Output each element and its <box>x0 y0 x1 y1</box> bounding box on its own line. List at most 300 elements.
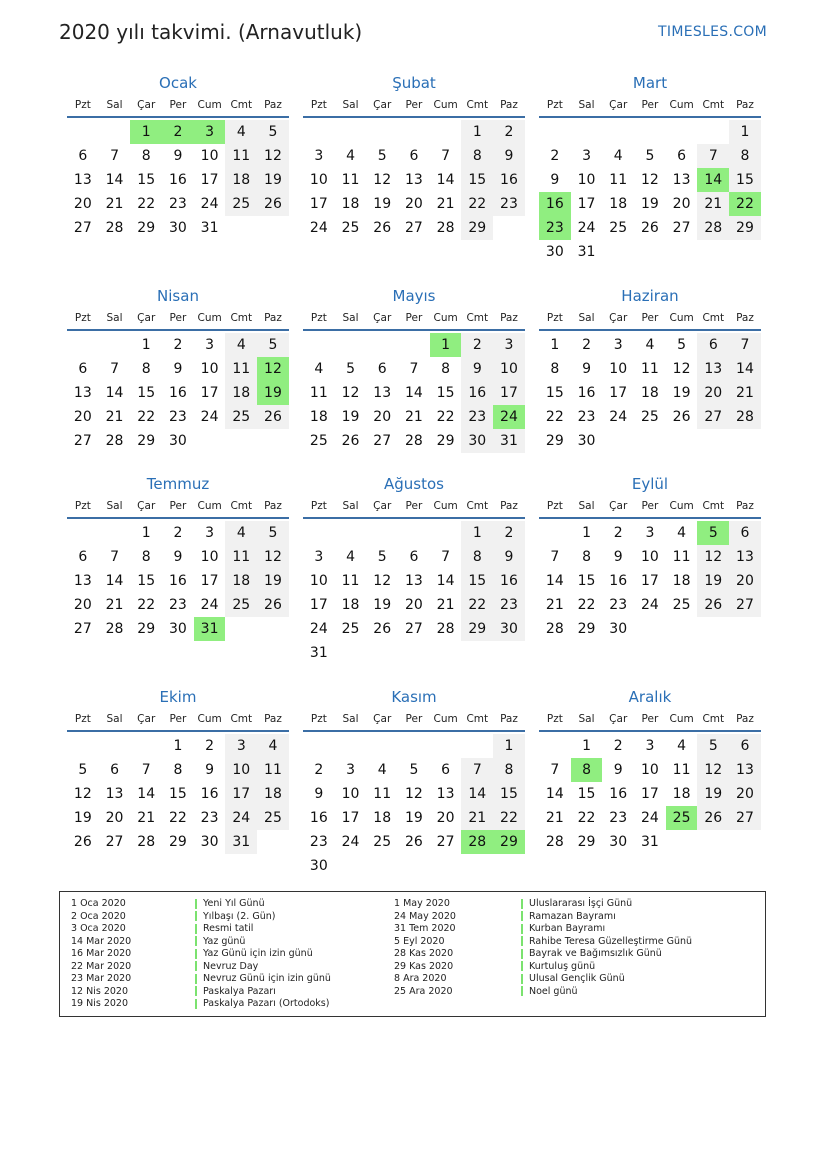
weekday-label: Pzt <box>310 500 327 512</box>
day-cell: 20 <box>729 569 761 593</box>
legend-date: 1 May 2020 <box>394 898 450 909</box>
day-cell: 6 <box>729 521 761 545</box>
weekday-label: Sal <box>342 312 359 324</box>
day-cell: 25 <box>225 192 257 216</box>
day-cell: 10 <box>200 361 219 377</box>
month-name: Mayıs <box>392 287 436 305</box>
legend-holiday <box>195 898 331 911</box>
legend-holiday-name: Nevruz Günü için izin günü <box>203 973 331 984</box>
weekday-label: Çar <box>373 713 392 725</box>
weekday-label: Paz <box>500 312 518 324</box>
weekday-label: Per <box>641 99 659 111</box>
day-cell: 29 <box>461 617 493 641</box>
day-cell: 13 <box>404 573 423 589</box>
day-cell: 21 <box>729 381 761 405</box>
day-grid <box>303 333 525 453</box>
day-cell: 17 <box>200 573 219 589</box>
weekday-label: Cum <box>433 500 458 512</box>
weekday-label: Cmt <box>702 312 725 324</box>
weekday-label: Cum <box>433 99 458 111</box>
day-cell: 3 <box>613 337 623 353</box>
day-cell: 1 <box>141 525 151 541</box>
legend-holiday <box>195 948 331 961</box>
month-name: Aralık <box>628 688 672 706</box>
weekday-label: Pzt <box>310 99 327 111</box>
day-cell: 12 <box>697 758 729 782</box>
day-cell: 20 <box>404 196 423 212</box>
day-cell: 14 <box>105 573 124 589</box>
legend-holiday-name: Bayrak ve Bağımsızlık Günü <box>529 948 662 959</box>
day-cell: 5 <box>257 120 289 144</box>
day-cell: 14 <box>105 385 124 401</box>
day-cell: 15 <box>729 168 761 192</box>
day-cell: 5 <box>257 521 289 545</box>
holiday-day-cell: 8 <box>571 758 603 782</box>
day-cell: 13 <box>73 172 92 188</box>
holiday-marker <box>521 936 523 946</box>
day-cell: 18 <box>341 196 360 212</box>
day-cell: 8 <box>493 758 525 782</box>
legend-holiday-name: Yaz Günü için izin günü <box>203 948 313 959</box>
month-10 <box>67 686 289 854</box>
legend-holiday-name: Uluslararası İşçi Günü <box>529 898 633 909</box>
day-cell: 7 <box>550 762 560 778</box>
legend-date: 2 Oca 2020 <box>71 910 126 922</box>
weekday-label: Pzt <box>546 500 563 512</box>
day-cell: 23 <box>309 834 328 850</box>
month-name: Kasım <box>391 688 437 706</box>
weekday-label: Cum <box>197 99 222 111</box>
weekday-label: Per <box>169 500 187 512</box>
day-grid <box>67 333 289 453</box>
page-title: 2020 yılı takvimi. (Arnavutluk) <box>59 20 363 44</box>
day-cell: 24 <box>309 621 328 637</box>
day-cell: 22 <box>137 196 156 212</box>
day-cell: 19 <box>257 168 289 192</box>
weekday-label: Cmt <box>466 500 489 512</box>
empty-cell <box>67 333 99 357</box>
day-cell: 9 <box>173 361 183 377</box>
day-cell: 14 <box>436 573 455 589</box>
day-cell: 7 <box>461 758 493 782</box>
day-cell: 26 <box>257 192 289 216</box>
day-cell: 17 <box>225 782 257 806</box>
empty-cell <box>366 333 398 357</box>
month-8 <box>303 473 525 665</box>
month-name: Haziran <box>621 287 679 305</box>
weekday-label: Çar <box>609 312 628 324</box>
weekday-label: Sal <box>342 713 359 725</box>
day-cell: 4 <box>257 734 289 758</box>
legend-holiday <box>521 923 692 936</box>
day-cell: 7 <box>441 148 451 164</box>
day-cell: 2 <box>493 521 525 545</box>
day-cell: 9 <box>613 762 623 778</box>
day-cell: 28 <box>436 621 455 637</box>
month-name: Nisan <box>157 287 199 305</box>
empty-cell <box>430 120 462 144</box>
day-cell: 1 <box>141 337 151 353</box>
holiday-marker <box>521 974 523 984</box>
holiday-day-cell: 31 <box>194 617 226 641</box>
month-name: Mart <box>632 74 668 92</box>
day-cell: 10 <box>341 786 360 802</box>
day-cell: 29 <box>137 220 156 236</box>
day-cell: 13 <box>729 545 761 569</box>
day-cell: 7 <box>409 361 419 377</box>
empty-cell <box>335 120 367 144</box>
weekday-label: Çar <box>373 312 392 324</box>
day-cell: 21 <box>545 597 564 613</box>
day-cell: 10 <box>493 357 525 381</box>
day-grid <box>539 521 761 641</box>
day-cell: 22 <box>493 806 525 830</box>
day-cell: 28 <box>729 405 761 429</box>
day-cell: 19 <box>672 385 691 401</box>
weekday-label: Cmt <box>466 713 489 725</box>
day-cell: 1 <box>729 120 761 144</box>
day-cell: 20 <box>373 409 392 425</box>
day-cell: 17 <box>640 786 659 802</box>
day-cell: 13 <box>373 385 392 401</box>
weekday-label: Cum <box>197 312 222 324</box>
weekday-label: Sal <box>106 99 123 111</box>
empty-cell <box>697 120 729 144</box>
day-cell: 3 <box>205 337 215 353</box>
day-cell: 12 <box>404 786 423 802</box>
day-cell: 9 <box>461 357 493 381</box>
day-cell: 30 <box>309 858 328 874</box>
day-cell: 20 <box>105 810 124 826</box>
weekday-label: Cmt <box>702 99 725 111</box>
day-cell: 10 <box>225 758 257 782</box>
holiday-day-cell: 3 <box>194 120 226 144</box>
weekday-label: Cum <box>669 99 694 111</box>
day-cell: 28 <box>105 220 124 236</box>
day-cell: 22 <box>577 597 596 613</box>
day-cell: 6 <box>677 148 687 164</box>
day-cell: 3 <box>582 148 591 164</box>
day-cell: 18 <box>225 168 257 192</box>
weekday-label: Per <box>169 99 187 111</box>
legend-holiday <box>195 973 331 986</box>
day-cell: 23 <box>493 192 525 216</box>
day-cell: 18 <box>257 782 289 806</box>
day-grid <box>539 734 761 854</box>
day-cell: 11 <box>373 786 392 802</box>
weekday-label: Çar <box>609 99 628 111</box>
weekday-label: Cmt <box>702 713 725 725</box>
day-cell: 30 <box>168 433 187 449</box>
legend-holiday-name: Yılbaşı (2. Gün) <box>203 910 276 922</box>
month-6 <box>539 285 761 453</box>
legend-date: 16 Mar 2020 <box>71 948 132 959</box>
legend-holiday <box>195 936 331 949</box>
day-cell: 13 <box>436 786 455 802</box>
empty-cell <box>335 734 367 758</box>
empty-cell <box>303 120 335 144</box>
day-cell: 5 <box>697 734 729 758</box>
day-cell: 21 <box>461 806 493 830</box>
day-cell: 1 <box>461 120 493 144</box>
day-cell: 9 <box>582 361 591 377</box>
legend-holiday <box>521 948 692 961</box>
legend-holiday-name: Resmi tatil <box>203 923 254 934</box>
day-cell: 3 <box>314 148 324 164</box>
day-cell: 27 <box>73 621 92 637</box>
day-cell: 17 <box>309 597 328 613</box>
empty-cell <box>398 333 430 357</box>
day-grid <box>539 333 761 453</box>
day-cell: 4 <box>314 361 324 377</box>
day-cell: 24 <box>200 597 219 613</box>
day-cell: 27 <box>729 806 761 830</box>
legend-holiday-name: Yeni Yıl Günü <box>203 898 265 909</box>
day-cell: 15 <box>461 569 493 593</box>
weekday-label: Çar <box>137 99 156 111</box>
day-cell: 2 <box>205 738 215 754</box>
holiday-legend <box>59 891 766 1017</box>
day-cell: 4 <box>225 521 257 545</box>
day-cell: 4 <box>377 762 387 778</box>
day-cell: 14 <box>461 782 493 806</box>
day-cell: 2 <box>173 337 183 353</box>
empty-cell <box>67 521 99 545</box>
day-cell: 8 <box>461 545 493 569</box>
day-grid <box>539 120 761 264</box>
day-cell: 19 <box>697 569 729 593</box>
empty-cell <box>539 521 571 545</box>
weekday-header <box>67 94 289 118</box>
day-cell: 24 <box>341 834 360 850</box>
holiday-day-cell: 1 <box>130 120 162 144</box>
day-grid <box>303 521 525 665</box>
month-12 <box>539 686 761 854</box>
day-cell: 28 <box>105 621 124 637</box>
day-cell: 24 <box>309 220 328 236</box>
day-cell: 15 <box>545 385 564 401</box>
weekday-label: Sal <box>578 713 595 725</box>
day-cell: 7 <box>729 333 761 357</box>
day-cell: 21 <box>436 597 455 613</box>
day-cell: 2 <box>461 333 493 357</box>
day-cell: 18 <box>373 810 392 826</box>
day-cell: 2 <box>493 120 525 144</box>
day-cell: 9 <box>205 762 215 778</box>
weekday-label: Cmt <box>230 500 253 512</box>
legend-holiday <box>521 986 692 999</box>
legend-holiday <box>195 961 331 974</box>
day-cell: 30 <box>609 834 628 850</box>
day-cell: 7 <box>697 144 729 168</box>
day-cell: 5 <box>645 148 655 164</box>
weekday-label: Per <box>169 312 187 324</box>
day-cell: 29 <box>461 216 493 240</box>
day-cell: 21 <box>105 196 124 212</box>
day-cell: 21 <box>697 192 729 216</box>
weekday-label: Cmt <box>702 500 725 512</box>
holiday-marker <box>195 924 197 934</box>
day-cell: 9 <box>173 148 183 164</box>
day-cell: 26 <box>697 806 729 830</box>
day-cell: 11 <box>225 144 257 168</box>
holiday-day-cell: 14 <box>697 168 729 192</box>
empty-cell <box>430 521 462 545</box>
weekday-label: Cum <box>197 713 222 725</box>
day-cell: 16 <box>168 172 187 188</box>
weekday-header <box>539 94 761 118</box>
empty-cell <box>461 734 493 758</box>
weekday-label: Paz <box>264 99 282 111</box>
day-cell: 13 <box>73 573 92 589</box>
day-cell: 4 <box>613 148 623 164</box>
day-cell: 4 <box>677 525 687 541</box>
day-cell: 17 <box>609 385 628 401</box>
day-cell: 1 <box>582 525 591 541</box>
empty-cell <box>571 120 603 144</box>
day-cell: 2 <box>613 738 623 754</box>
legend-date: 25 Ara 2020 <box>394 985 453 997</box>
day-cell: 23 <box>168 597 187 613</box>
weekday-label: Pzt <box>74 99 91 111</box>
weekday-label: Cmt <box>466 312 489 324</box>
holiday-marker <box>195 936 197 946</box>
month-2 <box>303 72 525 240</box>
day-cell: 26 <box>404 834 423 850</box>
weekday-header <box>67 495 289 519</box>
month-name: Temmuz <box>146 475 210 493</box>
day-cell: 20 <box>436 810 455 826</box>
day-cell: 8 <box>582 549 591 565</box>
holiday-marker <box>521 899 523 909</box>
month-name: Şubat <box>392 74 436 92</box>
holiday-marker <box>521 924 523 934</box>
day-cell: 17 <box>341 810 360 826</box>
day-cell: 3 <box>225 734 257 758</box>
day-cell: 10 <box>309 172 328 188</box>
legend-date: 12 Nis 2020 <box>71 985 128 997</box>
day-cell: 8 <box>441 361 451 377</box>
day-grid <box>303 734 525 878</box>
holiday-day-cell: 16 <box>539 192 571 216</box>
month-name: Ekim <box>159 688 197 706</box>
day-cell: 14 <box>545 573 564 589</box>
empty-cell <box>99 521 131 545</box>
holiday-day-cell: 22 <box>729 192 761 216</box>
day-cell: 14 <box>436 172 455 188</box>
empty-cell <box>539 734 571 758</box>
day-cell: 8 <box>141 148 151 164</box>
legend-holiday-name: Paskalya Pazarı (Ortodoks) <box>203 998 330 1009</box>
weekday-label: Paz <box>736 500 754 512</box>
day-cell: 27 <box>105 834 124 850</box>
day-cell: 15 <box>461 168 493 192</box>
day-cell: 2 <box>173 525 183 541</box>
day-cell: 28 <box>436 220 455 236</box>
brand-link[interactable]: TIMESLES.COM <box>658 24 767 40</box>
day-cell: 15 <box>168 786 187 802</box>
month-1 <box>67 72 289 240</box>
day-cell: 29 <box>168 834 187 850</box>
weekday-header <box>539 495 761 519</box>
month-name: Ocak <box>159 74 197 92</box>
day-cell: 5 <box>346 361 355 377</box>
day-cell: 3 <box>645 738 655 754</box>
day-cell: 6 <box>409 148 419 164</box>
holiday-day-cell: 12 <box>257 357 289 381</box>
legend-holiday <box>521 936 692 949</box>
weekday-label: Per <box>641 713 659 725</box>
legend-holiday-name: Nevruz Day <box>203 960 259 972</box>
day-cell: 1 <box>582 738 591 754</box>
day-cell: 27 <box>436 834 455 850</box>
day-cell: 19 <box>373 196 392 212</box>
empty-cell <box>99 120 131 144</box>
day-cell: 14 <box>729 357 761 381</box>
day-cell: 30 <box>609 621 628 637</box>
day-cell: 1 <box>461 521 493 545</box>
day-cell: 19 <box>73 810 92 826</box>
day-cell: 4 <box>225 333 257 357</box>
day-cell: 28 <box>697 216 729 240</box>
day-cell: 22 <box>545 409 564 425</box>
holiday-marker <box>195 999 197 1009</box>
day-cell: 22 <box>436 409 455 425</box>
day-cell: 1 <box>550 337 560 353</box>
legend-date: 24 May 2020 <box>394 910 456 922</box>
day-cell: 3 <box>645 525 655 541</box>
day-cell: 26 <box>697 593 729 617</box>
empty-cell <box>99 734 131 758</box>
day-cell: 29 <box>545 433 564 449</box>
weekday-label: Cum <box>433 312 458 324</box>
holiday-day-cell: 24 <box>493 405 525 429</box>
legend-date: 29 Kas 2020 <box>394 960 454 972</box>
weekday-label: Pzt <box>546 713 563 725</box>
day-cell: 16 <box>168 573 187 589</box>
weekday-label: Sal <box>106 713 123 725</box>
day-cell: 18 <box>225 569 257 593</box>
day-cell: 24 <box>225 806 257 830</box>
day-cell: 27 <box>697 405 729 429</box>
holiday-day-cell: 1 <box>430 333 462 357</box>
day-cell: 2 <box>550 148 560 164</box>
weekday-label: Sal <box>342 99 359 111</box>
legend-date: 5 Eyl 2020 <box>394 935 445 947</box>
day-cell: 8 <box>550 361 560 377</box>
legend-date: 19 Nis 2020 <box>71 998 128 1009</box>
legend-date: 28 Kas 2020 <box>394 948 454 959</box>
day-cell: 14 <box>404 385 423 401</box>
day-cell: 18 <box>640 385 659 401</box>
day-cell: 31 <box>225 830 257 854</box>
day-cell: 25 <box>609 220 628 236</box>
day-cell: 30 <box>577 433 596 449</box>
holiday-marker <box>521 911 523 921</box>
day-cell: 18 <box>341 597 360 613</box>
holiday-marker <box>195 961 197 971</box>
day-cell: 20 <box>73 196 92 212</box>
day-cell: 11 <box>672 549 691 565</box>
day-cell: 22 <box>137 409 156 425</box>
weekday-label: Çar <box>373 99 392 111</box>
day-cell: 20 <box>73 409 92 425</box>
day-cell: 26 <box>73 834 92 850</box>
empty-cell <box>130 734 162 758</box>
day-cell: 6 <box>78 549 88 565</box>
day-cell: 6 <box>409 549 419 565</box>
day-cell: 9 <box>493 144 525 168</box>
